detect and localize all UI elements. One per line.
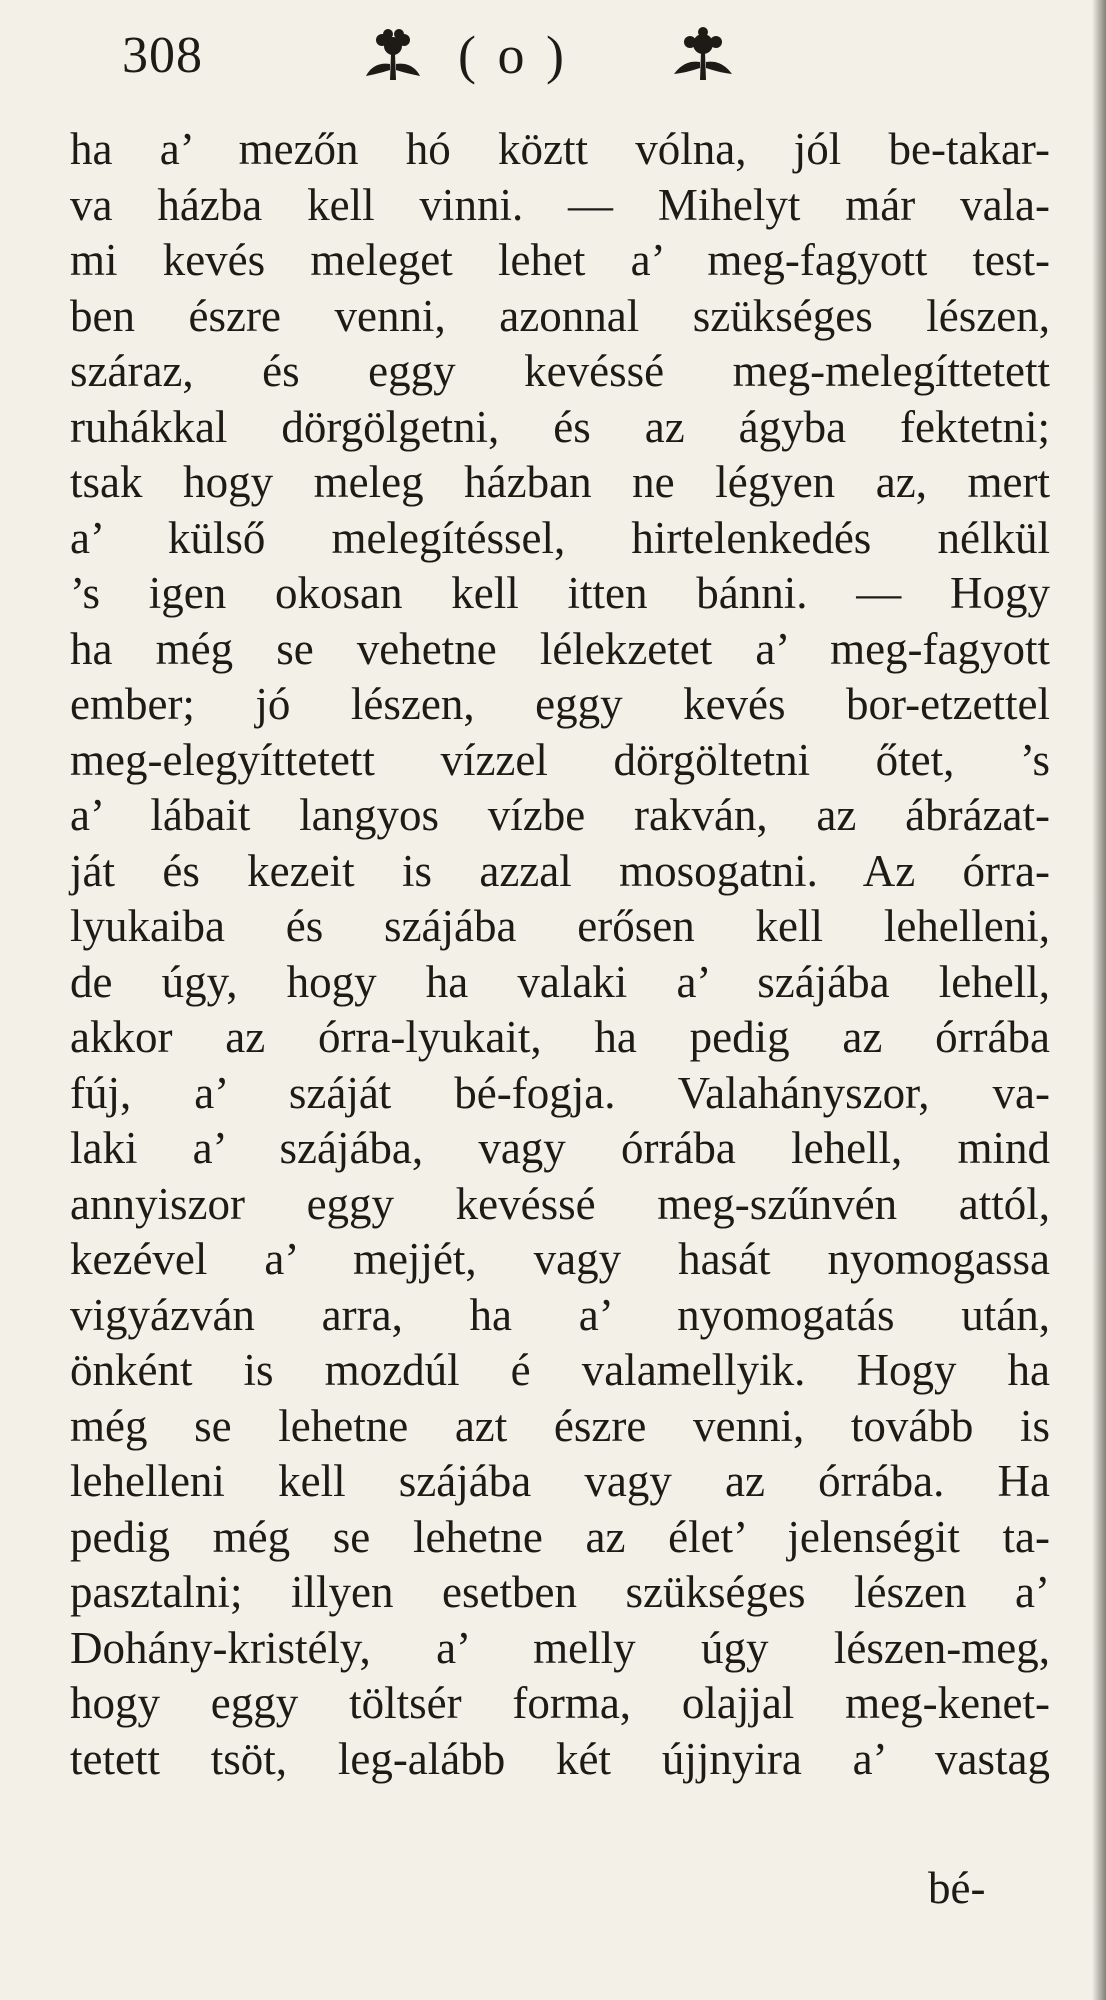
text-line: Dohány-kristély, a’ melly úgy lészen-meg, bbox=[70, 1622, 1050, 1673]
text-line: lyukaiba és szájába erősen kell lehelleni, bbox=[70, 901, 1050, 951]
page-edge-shadow bbox=[1092, 0, 1106, 2000]
text-line: önként is mozdúl é valamellyik. Hogy ha bbox=[70, 1345, 1050, 1395]
catchword: bé- bbox=[928, 1863, 986, 1913]
text-line: ’s igen okosan kell itten bánni. — Hogy bbox=[70, 568, 1050, 618]
flower-ornament-icon bbox=[360, 26, 426, 84]
text-line: ember; jó lészen, eggy kevés bor-etzettel bbox=[70, 679, 1050, 729]
body-text bbox=[70, 122, 1050, 1787]
text-line: hogy eggy töltsér forma, olajjal meg-kenet- bbox=[70, 1678, 1050, 1728]
text-line: kezével a’ mejjét, vagy hasát nyomogassa bbox=[70, 1234, 1050, 1284]
text-line: mi kevés meleget lehet a’ meg-fagyott test- bbox=[70, 235, 1050, 285]
header-mark: ( o ) bbox=[458, 25, 568, 85]
text-line: ját és kezeit is azzal mosogatni. Az órra- bbox=[70, 845, 1050, 896]
text-line: de úgy, hogy ha valaki a’ szájába lehell, bbox=[70, 956, 1050, 1007]
text-line: ha még se vehetne lélekzetet a’ meg-fagyott bbox=[70, 623, 1050, 674]
text-line: pedig még se lehetne az élet’ jelenségit ta- bbox=[70, 1511, 1050, 1562]
text-line: meg-elegyíttetett vízzel dörgöltetni őtet, ’s bbox=[70, 734, 1050, 785]
flower-ornament-icon bbox=[670, 26, 736, 84]
text-line: a’ lábait langyos vízbe rakván, az ábrázat- bbox=[70, 790, 1050, 840]
text-line: ben észre venni, azonnal szükséges lészen, bbox=[70, 290, 1050, 341]
text-line: lehelleni kell szájába vagy az órrába. Ha bbox=[70, 1456, 1050, 1506]
text-line: száraz, és eggy kevéssé meg-melegíttetett bbox=[70, 346, 1050, 396]
page-number: 308 bbox=[122, 27, 203, 84]
text-line: annyiszor eggy kevéssé meg-szűnvén attól, bbox=[70, 1178, 1050, 1229]
text-line: laki a’ szájába, vagy órrába lehell, mind bbox=[70, 1123, 1050, 1173]
text-line: tsak hogy meleg házban ne légyen az, mert bbox=[70, 457, 1050, 507]
text-line: a’ külső melegítéssel, hirtelenkedés nélkül bbox=[70, 512, 1050, 563]
text-line: tetett tsöt, leg-alább két újjnyira a’ vastag bbox=[70, 1733, 1050, 1784]
text-line: va házba kell vinni. — Mihelyt már vala- bbox=[70, 179, 1050, 230]
text-line: pasztalni; illyen esetben szükséges lészen a’ bbox=[70, 1567, 1050, 1617]
text-line: akkor az órra-lyukait, ha pedig az órrába bbox=[70, 1012, 1050, 1062]
text-line: vigyázván arra, ha a’ nyomogatás után, bbox=[70, 1289, 1050, 1340]
text-line: ha a’ mezőn hó köztt vólna, jól be-takar- bbox=[70, 124, 1050, 174]
text-line: még se lehetne azt észre venni, tovább is bbox=[70, 1400, 1050, 1451]
text-line: ruhákkal dörgölgetni, és az ágyba fektetni; bbox=[70, 401, 1050, 452]
text-line: fúj, a’ száját bé-fogja. Valahányszor, va- bbox=[70, 1067, 1050, 1118]
page-header bbox=[110, 22, 990, 92]
